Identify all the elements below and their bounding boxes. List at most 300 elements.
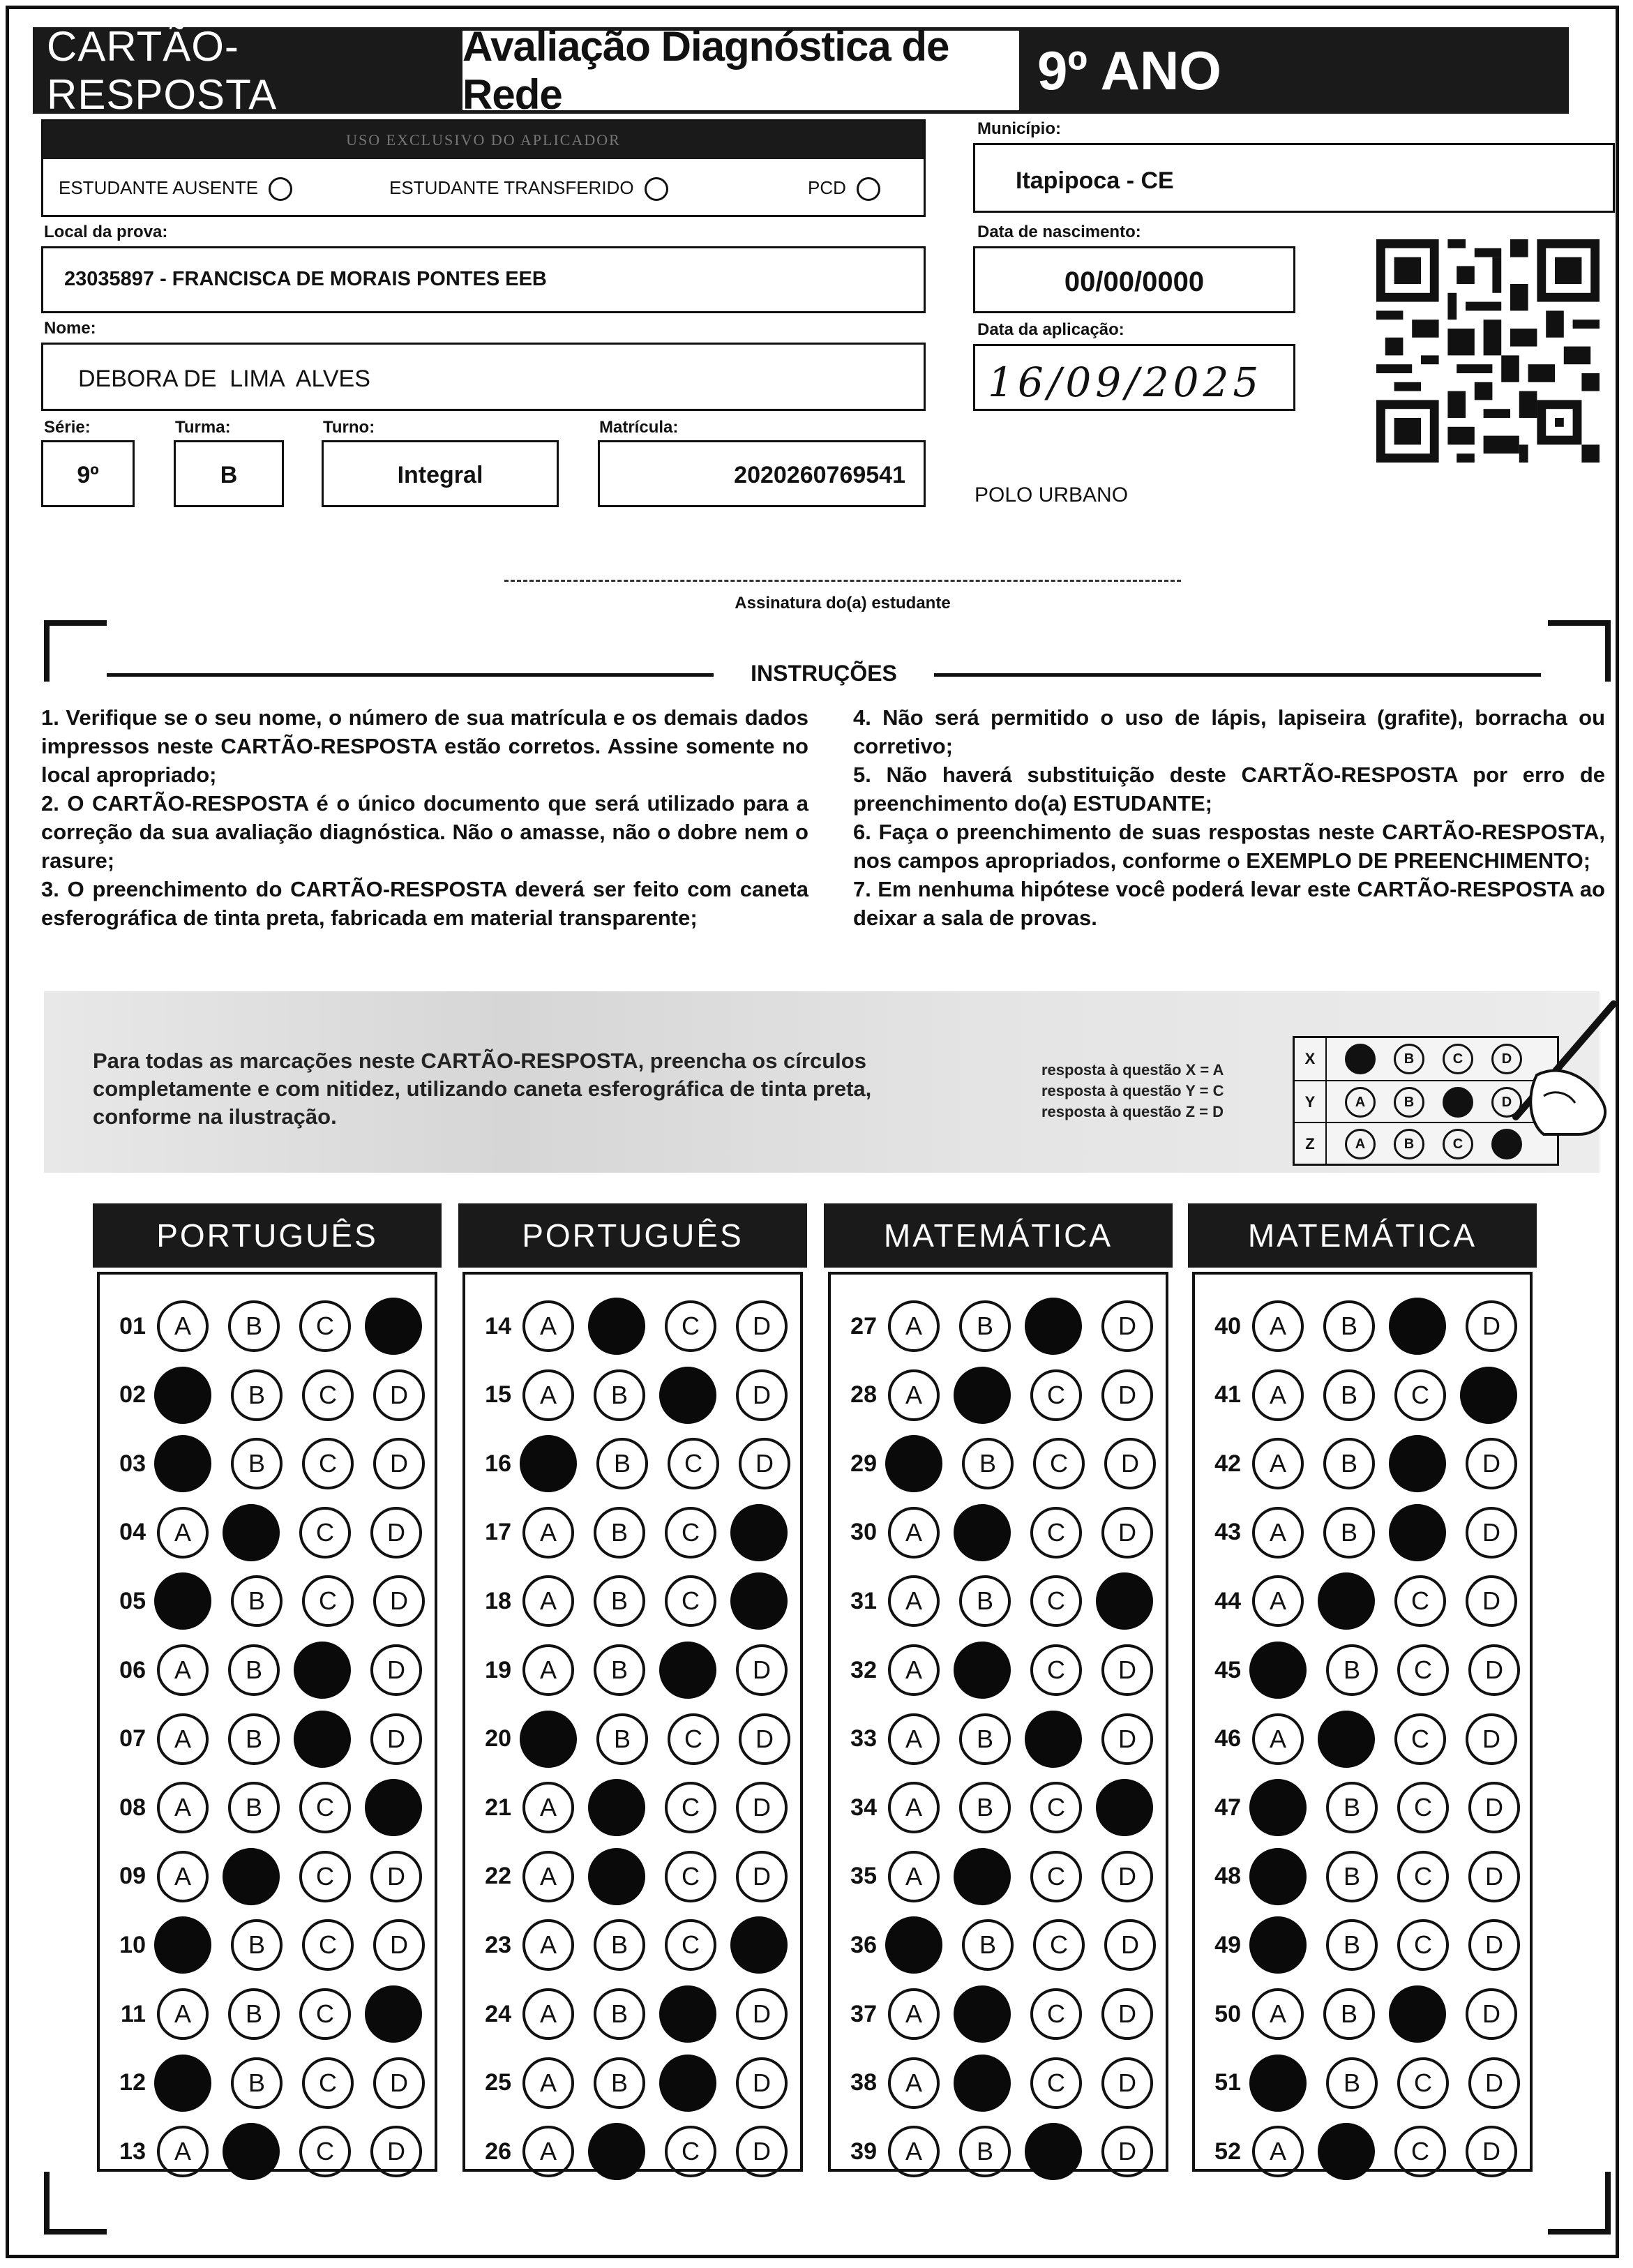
instructions-left bbox=[41, 703, 808, 932]
nascimento-label: Data de nascimento: bbox=[977, 223, 1141, 241]
fill-example-panel bbox=[44, 991, 1600, 1173]
answer-bubble-c[interactable]: C bbox=[1394, 1713, 1446, 1765]
local-value: 23035897 - FRANCISCA DE MORAIS PONTES EEB bbox=[64, 268, 547, 290]
answer-bubble-c[interactable] bbox=[1025, 1298, 1082, 1355]
answer-bubble-c[interactable] bbox=[1025, 2123, 1082, 2180]
answer-bubble-d[interactable]: D bbox=[1468, 1644, 1520, 1696]
answer-bubble-d[interactable]: D bbox=[373, 1919, 425, 1971]
answer-bubble-a[interactable]: A bbox=[157, 2126, 209, 2177]
answer-bubble-a[interactable] bbox=[154, 1435, 211, 1492]
instructions-right bbox=[853, 703, 1605, 932]
question-row bbox=[465, 1291, 788, 1361]
answer-bubble-a[interactable]: A bbox=[157, 1713, 209, 1765]
answer-bubble-a[interactable]: A bbox=[888, 1851, 940, 1902]
question-number: 32 bbox=[850, 1656, 877, 1683]
answer-bubble-d[interactable]: D bbox=[736, 2126, 788, 2177]
question-number: 03 bbox=[119, 1450, 146, 1477]
transferred-checkbox[interactable] bbox=[645, 177, 668, 201]
section-question-box bbox=[462, 1272, 803, 2172]
answer-bubble-d[interactable]: D bbox=[736, 1644, 788, 1696]
answer-bubble-c[interactable] bbox=[659, 2055, 716, 2112]
section-question-box bbox=[97, 1272, 437, 2172]
answer-bubble-c[interactable]: C bbox=[299, 2126, 351, 2177]
answer-bubble-b[interactable]: B bbox=[959, 1713, 1011, 1765]
fill-example-bubble bbox=[1345, 1044, 1376, 1074]
answer-bubble-a[interactable] bbox=[1249, 1642, 1307, 1699]
answer-bubble-c[interactable]: C bbox=[1030, 1851, 1082, 1902]
fill-example-legend bbox=[1041, 1060, 1224, 1122]
answer-bubble-c[interactable]: C bbox=[1033, 1438, 1085, 1489]
pcd-checkbox[interactable] bbox=[857, 177, 880, 201]
answer-bubble-b[interactable]: B bbox=[231, 1575, 283, 1627]
answer-bubble-c[interactable]: C bbox=[1030, 1369, 1082, 1421]
pcd-option[interactable] bbox=[808, 177, 880, 201]
answer-bubble-d[interactable]: D bbox=[1101, 2126, 1153, 2177]
answer-bubble-c[interactable]: C bbox=[1397, 1851, 1449, 1902]
question-number: 18 bbox=[485, 1587, 511, 1614]
answer-bubble-d[interactable]: D bbox=[736, 1988, 788, 2040]
answer-bubble-d[interactable] bbox=[1096, 1572, 1153, 1630]
answer-bubble-b[interactable] bbox=[588, 1848, 645, 1905]
answer-bubble-b[interactable]: B bbox=[1326, 1644, 1378, 1696]
answer-bubble-c[interactable]: C bbox=[665, 1851, 716, 1902]
signature-line[interactable] bbox=[504, 580, 1181, 582]
question-number: 52 bbox=[1214, 2138, 1241, 2165]
answer-bubble-c[interactable]: C bbox=[1030, 1575, 1082, 1627]
section-header: PORTUGUÊS bbox=[93, 1203, 442, 1268]
answer-bubble-d[interactable]: D bbox=[1468, 2057, 1520, 2109]
answer-bubble-a[interactable]: A bbox=[157, 1851, 209, 1902]
answer-bubble-a[interactable]: A bbox=[522, 1988, 574, 2040]
answer-bubble-a[interactable] bbox=[154, 2055, 211, 2112]
question-number: 10 bbox=[119, 1931, 146, 1958]
answer-bubble-b[interactable]: B bbox=[228, 1713, 280, 1765]
answer-bubble-d[interactable]: D bbox=[373, 1369, 425, 1421]
answer-bubble-a[interactable]: A bbox=[1252, 1438, 1304, 1489]
answer-bubble-d[interactable]: D bbox=[370, 1507, 422, 1559]
answer-bubble-c[interactable] bbox=[1389, 1985, 1446, 2043]
answer-bubble-a[interactable]: A bbox=[888, 1988, 940, 2040]
answer-bubble-a[interactable]: A bbox=[1252, 2126, 1304, 2177]
turno-value: Integral bbox=[397, 462, 483, 488]
fill-example-row-label: Y bbox=[1295, 1081, 1327, 1123]
answer-bubble-b[interactable]: B bbox=[594, 1369, 645, 1421]
answer-bubble-b[interactable]: B bbox=[596, 1438, 648, 1489]
answer-bubble-d[interactable]: D bbox=[1101, 1988, 1153, 2040]
answer-bubble-b[interactable]: B bbox=[594, 1988, 645, 2040]
exam-title: Avaliação Diagnóstica de Rede bbox=[462, 31, 1019, 110]
question-number: 15 bbox=[485, 1381, 511, 1409]
question-row bbox=[100, 1910, 425, 1980]
answer-sheet bbox=[6, 6, 1619, 2258]
answer-bubble-b[interactable] bbox=[588, 2123, 645, 2180]
answer-bubble-b[interactable]: B bbox=[962, 1438, 1014, 1489]
answer-bubble-b[interactable] bbox=[954, 1642, 1011, 1699]
answer-bubble-d[interactable]: D bbox=[1468, 1782, 1520, 1833]
answer-bubble-c[interactable] bbox=[659, 1642, 716, 1699]
answer-bubble-a[interactable] bbox=[520, 1711, 577, 1768]
answer-bubble-d[interactable]: D bbox=[1468, 1851, 1520, 1902]
answer-bubble-d[interactable]: D bbox=[1468, 1919, 1520, 1971]
answer-bubble-c[interactable] bbox=[659, 1367, 716, 1424]
grade-label: 9º ANO bbox=[1037, 39, 1221, 101]
answer-bubble-b[interactable]: B bbox=[1323, 1300, 1375, 1352]
question-row bbox=[465, 1498, 788, 1568]
answer-bubble-c[interactable]: C bbox=[1397, 1644, 1449, 1696]
serie-label: Série: bbox=[44, 418, 91, 437]
question-number: 16 bbox=[485, 1450, 511, 1477]
answer-bubble-a[interactable]: A bbox=[157, 1300, 209, 1352]
answer-bubble-c[interactable]: C bbox=[665, 1575, 716, 1627]
aplicacao-field[interactable] bbox=[973, 344, 1295, 411]
answer-bubble-a[interactable] bbox=[885, 1435, 942, 1492]
answer-bubble-a[interactable]: A bbox=[157, 1644, 209, 1696]
fill-example-line: resposta à questão X = A bbox=[1041, 1061, 1224, 1079]
answer-bubble-a[interactable]: A bbox=[1252, 1713, 1304, 1765]
question-number: 19 bbox=[485, 1656, 511, 1683]
answer-bubble-b[interactable]: B bbox=[962, 1919, 1014, 1971]
answer-bubble-d[interactable]: D bbox=[1101, 1300, 1153, 1352]
answer-bubble-d[interactable]: D bbox=[1466, 1507, 1517, 1559]
fill-example-bubble: A bbox=[1345, 1087, 1376, 1118]
answer-bubble-d[interactable] bbox=[730, 1504, 788, 1561]
answer-bubble-d[interactable]: D bbox=[1101, 1851, 1153, 1902]
answer-bubble-c[interactable]: C bbox=[299, 1507, 351, 1559]
answer-bubble-a[interactable] bbox=[154, 1367, 211, 1424]
answer-bubble-d[interactable]: D bbox=[370, 1713, 422, 1765]
answer-bubble-d[interactable] bbox=[1460, 1367, 1517, 1424]
instructions-title: INSTRUÇÕES bbox=[751, 661, 897, 686]
answer-bubble-d[interactable]: D bbox=[736, 1300, 788, 1352]
question-row bbox=[831, 2117, 1153, 2186]
answer-bubble-a[interactable]: A bbox=[888, 1369, 940, 1421]
answer-bubble-d[interactable]: D bbox=[736, 2057, 788, 2109]
answer-bubble-c[interactable]: C bbox=[1394, 1575, 1446, 1627]
answer-bubble-a[interactable]: A bbox=[888, 1507, 940, 1559]
answer-bubble-a[interactable] bbox=[520, 1435, 577, 1492]
answer-bubble-b[interactable]: B bbox=[1323, 1438, 1375, 1489]
question-row bbox=[831, 1773, 1153, 1842]
answer-bubble-a[interactable] bbox=[154, 1916, 211, 1974]
answer-bubble-c[interactable]: C bbox=[1030, 1644, 1082, 1696]
question-number: 49 bbox=[1214, 1931, 1241, 1958]
corner-mark-bottom-right bbox=[1548, 2172, 1611, 2235]
answer-bubble-b[interactable]: B bbox=[959, 1300, 1011, 1352]
answer-bubble-b[interactable]: B bbox=[231, 1919, 283, 1971]
applicator-title: USO EXCLUSIVO DO APLICADOR bbox=[43, 121, 924, 159]
answer-bubble-a[interactable]: A bbox=[888, 1782, 940, 1833]
answer-bubble-d[interactable]: D bbox=[1466, 1300, 1517, 1352]
answer-bubble-d[interactable]: D bbox=[370, 1644, 422, 1696]
answer-bubble-d[interactable]: D bbox=[373, 1438, 425, 1489]
answer-bubble-c[interactable]: C bbox=[302, 2057, 354, 2109]
answer-bubble-d[interactable]: D bbox=[1466, 1575, 1517, 1627]
answer-bubble-c[interactable]: C bbox=[665, 1300, 716, 1352]
question-number: 06 bbox=[119, 1656, 146, 1683]
question-number: 44 bbox=[1214, 1587, 1241, 1614]
answer-bubble-d[interactable]: D bbox=[370, 1851, 422, 1902]
absent-label: ESTUDANTE AUSENTE bbox=[59, 177, 259, 198]
answer-bubble-b[interactable] bbox=[1318, 1572, 1375, 1630]
answer-bubble-b[interactable] bbox=[954, 1985, 1011, 2043]
answer-bubble-b[interactable]: B bbox=[959, 2126, 1011, 2177]
answer-bubble-b[interactable] bbox=[954, 1504, 1011, 1561]
answer-bubble-c[interactable]: C bbox=[302, 1369, 354, 1421]
question-number: 25 bbox=[485, 2069, 511, 2096]
answer-bubble-b[interactable] bbox=[223, 1848, 280, 1905]
answer-bubble-b[interactable]: B bbox=[1323, 1369, 1375, 1421]
answer-bubble-c[interactable] bbox=[1389, 1435, 1446, 1492]
answer-bubble-b[interactable] bbox=[1318, 2123, 1375, 2180]
answer-bubble-a[interactable]: A bbox=[1252, 1369, 1304, 1421]
question-row bbox=[831, 1635, 1153, 1705]
answer-bubble-c[interactable]: C bbox=[1394, 1369, 1446, 1421]
instruction-6: 6. Faça o preenchimento de suas respostas neste CARTÃO-RESPOSTA, nos campos apropriados, conforme o EXEMPLO DE PREENCHIMENTO; bbox=[853, 820, 1605, 873]
answer-bubble-d[interactable]: D bbox=[1104, 1919, 1156, 1971]
answer-bubble-c[interactable]: C bbox=[665, 2126, 716, 2177]
answer-bubble-a[interactable]: A bbox=[522, 1644, 574, 1696]
answer-bubble-d[interactable]: D bbox=[1101, 1713, 1153, 1765]
answer-bubble-d[interactable]: D bbox=[736, 1851, 788, 1902]
answer-bubble-c[interactable] bbox=[659, 1985, 716, 2043]
answer-bubble-a[interactable] bbox=[1249, 1916, 1307, 1974]
answer-bubble-d[interactable]: D bbox=[736, 1369, 788, 1421]
answer-bubble-c[interactable]: C bbox=[1030, 1782, 1082, 1833]
answer-bubble-b[interactable] bbox=[1318, 1711, 1375, 1768]
answer-bubble-a[interactable]: A bbox=[522, 1919, 574, 1971]
fill-example-text: Para todas as marcações neste CARTÃO-RESPOSTA, preencha os círculos completamente e com nitidez, utilizando caneta esferográfica de tinta preta, conforme na ilustração. bbox=[93, 1049, 872, 1129]
answer-bubble-a[interactable]: A bbox=[522, 1782, 574, 1833]
answer-bubble-a[interactable]: A bbox=[522, 1507, 574, 1559]
answer-bubble-c[interactable]: C bbox=[668, 1438, 719, 1489]
answer-bubble-c[interactable]: C bbox=[299, 1782, 351, 1833]
answer-bubble-d[interactable]: D bbox=[1104, 1438, 1156, 1489]
answer-bubble-c[interactable]: C bbox=[665, 1507, 716, 1559]
answer-bubble-b[interactable]: B bbox=[594, 1507, 645, 1559]
answer-bubble-c[interactable]: C bbox=[299, 1300, 351, 1352]
answer-bubble-b[interactable]: B bbox=[228, 1782, 280, 1833]
answer-bubble-b[interactable]: B bbox=[1323, 1988, 1375, 2040]
answer-bubble-b[interactable] bbox=[588, 1298, 645, 1355]
answer-bubble-d[interactable]: D bbox=[1101, 1369, 1153, 1421]
answer-bubble-d[interactable] bbox=[365, 1985, 422, 2043]
answer-bubble-c[interactable]: C bbox=[1397, 1919, 1449, 1971]
answer-bubble-b[interactable] bbox=[954, 1848, 1011, 1905]
answer-bubble-b[interactable]: B bbox=[594, 1919, 645, 1971]
answer-bubble-a[interactable]: A bbox=[888, 1644, 940, 1696]
municipio-label: Município: bbox=[977, 119, 1061, 138]
answer-bubble-c[interactable]: C bbox=[668, 1713, 719, 1765]
answer-bubble-c[interactable]: C bbox=[1397, 2057, 1449, 2109]
answer-bubble-b[interactable]: B bbox=[1326, 1919, 1378, 1971]
question-row bbox=[465, 1566, 788, 1636]
question-number: 08 bbox=[119, 1794, 146, 1821]
answer-bubble-b[interactable]: B bbox=[1326, 2057, 1378, 2109]
question-number: 40 bbox=[1214, 1312, 1241, 1339]
answer-bubble-c[interactable]: C bbox=[302, 1919, 354, 1971]
question-row bbox=[465, 1842, 788, 1912]
question-number: 34 bbox=[850, 1794, 877, 1821]
question-number: 24 bbox=[485, 2000, 511, 2027]
question-number: 41 bbox=[1214, 1381, 1241, 1409]
answer-bubble-a[interactable]: A bbox=[157, 1988, 209, 2040]
answer-bubble-a[interactable] bbox=[1249, 1848, 1307, 1905]
answer-bubble-c[interactable] bbox=[294, 1642, 351, 1699]
answer-bubble-b[interactable] bbox=[223, 1504, 280, 1561]
answer-bubble-b[interactable]: B bbox=[594, 1575, 645, 1627]
answer-bubble-d[interactable] bbox=[730, 1916, 788, 1974]
answer-bubble-b[interactable]: B bbox=[1323, 1507, 1375, 1559]
answer-bubble-b[interactable]: B bbox=[594, 1644, 645, 1696]
answer-bubble-d[interactable] bbox=[365, 1779, 422, 1836]
answer-bubble-b[interactable] bbox=[223, 2123, 280, 2180]
answer-bubble-c[interactable]: C bbox=[1394, 2126, 1446, 2177]
answer-bubble-b[interactable]: B bbox=[594, 2057, 645, 2109]
answer-bubble-a[interactable]: A bbox=[888, 1300, 940, 1352]
answer-bubble-d[interactable] bbox=[730, 1572, 788, 1630]
answer-bubble-d[interactable]: D bbox=[1101, 1644, 1153, 1696]
question-row bbox=[100, 1360, 425, 1430]
transferred-option[interactable] bbox=[389, 177, 668, 201]
answer-bubble-c[interactable]: C bbox=[299, 1988, 351, 2040]
question-row bbox=[1195, 2117, 1517, 2186]
answer-bubble-c[interactable]: C bbox=[665, 1919, 716, 1971]
turno-label: Turno: bbox=[323, 418, 375, 437]
answer-bubble-a[interactable]: A bbox=[522, 1851, 574, 1902]
absent-checkbox[interactable] bbox=[269, 177, 292, 201]
answer-bubble-c[interactable]: C bbox=[665, 1782, 716, 1833]
instruction-7: 7. Em nenhuma hipótese você poderá levar este CARTÃO-RESPOSTA ao deixar a sala de provas. bbox=[853, 877, 1605, 930]
answer-bubble-a[interactable]: A bbox=[888, 1575, 940, 1627]
instructions-rule-left bbox=[107, 673, 714, 677]
question-row bbox=[465, 1635, 788, 1705]
answer-bubble-c[interactable]: C bbox=[302, 1438, 354, 1489]
fill-example-bubble: B bbox=[1394, 1087, 1424, 1118]
answer-bubble-a[interactable]: A bbox=[522, 1575, 574, 1627]
answer-bubble-b[interactable] bbox=[588, 1779, 645, 1836]
answer-bubble-d[interactable]: D bbox=[1101, 1507, 1153, 1559]
answer-bubble-d[interactable]: D bbox=[1466, 2126, 1517, 2177]
answer-bubble-a[interactable] bbox=[154, 1572, 211, 1630]
header-bar bbox=[33, 23, 1569, 118]
answer-bubble-c[interactable]: C bbox=[1030, 1507, 1082, 1559]
answer-bubble-c[interactable] bbox=[1389, 1298, 1446, 1355]
question-number: 02 bbox=[119, 1381, 146, 1409]
answer-bubble-a[interactable]: A bbox=[1252, 1575, 1304, 1627]
answer-bubble-b[interactable]: B bbox=[959, 1575, 1011, 1627]
answer-bubble-d[interactable] bbox=[365, 1298, 422, 1355]
answer-bubble-d[interactable]: D bbox=[370, 2126, 422, 2177]
answer-bubble-b[interactable] bbox=[954, 2055, 1011, 2112]
answer-bubble-a[interactable]: A bbox=[522, 1300, 574, 1352]
answer-bubble-b[interactable] bbox=[954, 1367, 1011, 1424]
question-row bbox=[100, 1429, 425, 1499]
answer-bubble-d[interactable]: D bbox=[739, 1713, 790, 1765]
question-number: 48 bbox=[1214, 1863, 1241, 1890]
answer-bubble-c[interactable]: C bbox=[1397, 1782, 1449, 1833]
answer-bubble-c[interactable] bbox=[294, 1711, 351, 1768]
answer-bubble-a[interactable]: A bbox=[1252, 1300, 1304, 1352]
question-row bbox=[831, 1498, 1153, 1568]
answer-bubble-a[interactable] bbox=[1249, 1779, 1307, 1836]
question-row bbox=[831, 1429, 1156, 1499]
answer-bubble-b[interactable]: B bbox=[231, 1438, 283, 1489]
answer-bubble-a[interactable] bbox=[1249, 2055, 1307, 2112]
fill-example-bubble: D bbox=[1491, 1087, 1522, 1118]
answer-bubble-c[interactable] bbox=[1389, 1504, 1446, 1561]
answer-bubble-a[interactable]: A bbox=[888, 2126, 940, 2177]
answer-bubble-c[interactable]: C bbox=[1033, 1919, 1085, 1971]
question-row bbox=[1195, 1566, 1517, 1636]
answer-bubble-a[interactable]: A bbox=[522, 1369, 574, 1421]
question-number: 14 bbox=[485, 1312, 511, 1339]
fill-example-bubble: D bbox=[1491, 1044, 1522, 1074]
answer-bubble-b[interactable]: B bbox=[228, 1988, 280, 2040]
question-row bbox=[1195, 1773, 1520, 1842]
answer-bubble-b[interactable]: B bbox=[231, 2057, 283, 2109]
answer-bubble-b[interactable]: B bbox=[231, 1369, 283, 1421]
answer-bubble-d[interactable] bbox=[1096, 1779, 1153, 1836]
matricula-field bbox=[598, 440, 926, 507]
answer-bubble-d[interactable]: D bbox=[373, 2057, 425, 2109]
answer-bubble-b[interactable]: B bbox=[596, 1713, 648, 1765]
answer-bubble-b[interactable]: B bbox=[228, 1300, 280, 1352]
answer-bubble-a[interactable]: A bbox=[1252, 1988, 1304, 2040]
answer-bubble-a[interactable]: A bbox=[1252, 1507, 1304, 1559]
answer-bubble-a[interactable]: A bbox=[157, 1507, 209, 1559]
question-number: 09 bbox=[119, 1863, 146, 1890]
answer-bubble-c[interactable]: C bbox=[299, 1851, 351, 1902]
answer-bubble-d[interactable]: D bbox=[373, 1575, 425, 1627]
answer-bubble-b[interactable]: B bbox=[959, 1782, 1011, 1833]
serie-field bbox=[41, 440, 135, 507]
answer-bubble-a[interactable]: A bbox=[522, 2057, 574, 2109]
question-row bbox=[100, 1498, 422, 1568]
answer-bubble-d[interactable]: D bbox=[739, 1438, 790, 1489]
answer-bubble-c[interactable]: C bbox=[1030, 1988, 1082, 2040]
answer-bubble-b[interactable]: B bbox=[1326, 1782, 1378, 1833]
answer-bubble-a[interactable] bbox=[885, 1916, 942, 1974]
answer-bubble-d[interactable]: D bbox=[736, 1782, 788, 1833]
answer-bubble-a[interactable]: A bbox=[888, 1713, 940, 1765]
fill-example-line: resposta à questão Z = D bbox=[1041, 1103, 1224, 1120]
turno-field bbox=[322, 440, 559, 507]
question-number: 28 bbox=[850, 1381, 877, 1409]
question-number: 33 bbox=[850, 1725, 877, 1752]
answer-bubble-c[interactable]: C bbox=[302, 1575, 354, 1627]
question-row bbox=[100, 1842, 422, 1912]
question-row bbox=[831, 1566, 1153, 1636]
absent-option[interactable] bbox=[59, 177, 292, 201]
answer-bubble-d[interactable]: D bbox=[1466, 1713, 1517, 1765]
question-row bbox=[465, 1979, 788, 2049]
answer-bubble-a[interactable]: A bbox=[888, 2057, 940, 2109]
question-number: 13 bbox=[119, 2138, 146, 2165]
answer-bubble-b[interactable]: B bbox=[228, 1644, 280, 1696]
answer-bubble-a[interactable]: A bbox=[157, 1782, 209, 1833]
answer-bubble-d[interactable]: D bbox=[1466, 1988, 1517, 2040]
answer-bubble-c[interactable]: C bbox=[1030, 2057, 1082, 2109]
answer-bubble-c[interactable] bbox=[1025, 1711, 1082, 1768]
question-row bbox=[465, 1910, 788, 1980]
nascimento-value: 00/00/0000 bbox=[1064, 266, 1205, 297]
answer-bubble-a[interactable]: A bbox=[522, 2126, 574, 2177]
answer-bubble-d[interactable]: D bbox=[1101, 2057, 1153, 2109]
answer-bubble-d[interactable]: D bbox=[1466, 1438, 1517, 1489]
answer-bubble-b[interactable]: B bbox=[1326, 1851, 1378, 1902]
card-title: CARTÃO-RESPOSTA bbox=[47, 23, 278, 118]
section-header: PORTUGUÊS bbox=[458, 1203, 807, 1268]
